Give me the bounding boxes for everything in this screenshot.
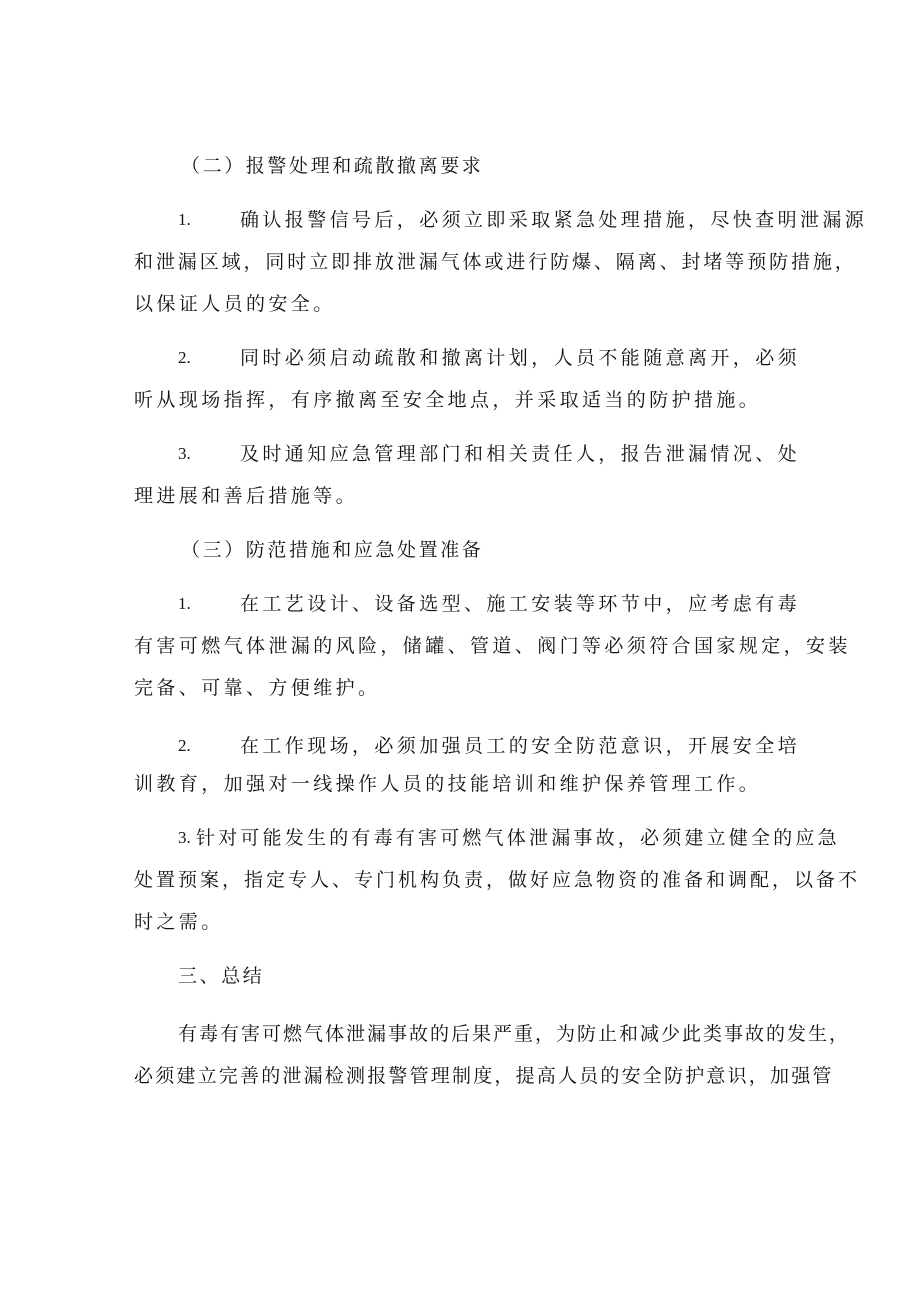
item-number: 1. [178, 210, 191, 229]
paragraph-line: 以保证人员的安全。 [134, 293, 336, 315]
item-number: 2. [178, 348, 191, 367]
paragraph-line: 训教育，加强对一线操作人员的技能培训和维护保养管理工作。 [134, 773, 762, 795]
paragraph-line: 在工作现场，必须加强员工的安全防范意识，开展安全培 [240, 735, 801, 757]
summary-heading: 三、总结 [178, 965, 265, 987]
paragraph-line: 针对可能发生的有毒有害可燃气体泄漏事故，必须建立健全的应急 [196, 827, 840, 849]
paragraph-line: 必须建立完善的泄漏检测报警管理制度，提高人员的安全防护意识，加强管 [134, 1065, 834, 1087]
item-number: 3. [178, 444, 191, 463]
paragraph-line: 时之需。 [134, 911, 224, 933]
section-heading: （二）报警处理和疏散撤离要求 [181, 155, 484, 177]
paragraph-line: 确认报警信号后，必须立即采取紧急处理措施，尽快查明泄漏源 [240, 209, 868, 231]
item-number: 1. [178, 594, 191, 613]
item-number: 3. [178, 828, 191, 847]
paragraph-line: 完备、可靠、方便维护。 [134, 677, 381, 699]
section-heading: （三）防范措施和应急处置准备 [181, 539, 484, 561]
item-number: 2. [178, 736, 191, 755]
paragraph-line: 同时必须启动疏散和撤离计划，人员不能随意离开，必须 [240, 347, 801, 369]
paragraph-line: 有害可燃气体泄漏的风险，储罐、管道、阀门等必须符合国家规定，安装 [134, 635, 851, 657]
paragraph-line: 处置预案，指定专人、专门机构负责，做好应急物资的准备和调配，以备不 [134, 869, 861, 891]
paragraph-line: 理进展和善后措施等。 [134, 485, 359, 507]
paragraph-line: 在工艺设计、设备选型、施工安装等环节中，应考虑有毒 [240, 593, 801, 615]
paragraph-line: 及时通知应急管理部门和相关责任人，报告泄漏情况、处 [240, 443, 801, 465]
paragraph-line: 有毒有害可燃气体泄漏事故的后果严重，为防止和减少此类事故的发生， [178, 1023, 851, 1045]
paragraph-line: 和泄漏区域，同时立即排放泄漏气体或进行防爆、隔离、封堵等预防措施， [134, 251, 857, 273]
paragraph-line: 听从现场指挥，有序撤离至安全地点，并采取适当的防护措施。 [134, 389, 762, 411]
